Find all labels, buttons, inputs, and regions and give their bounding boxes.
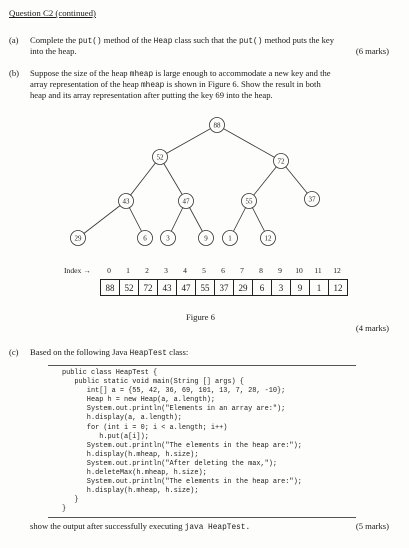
part-c-footer (30, 521, 250, 534)
part-a-code-put: put() (78, 38, 102, 46)
array-index: 2 (145, 266, 149, 275)
part-b-line1-b: is large enough to accommodate a new key and the (155, 68, 331, 78)
tree-node (274, 154, 289, 169)
tree-node-value: 47 (182, 197, 190, 206)
part-b-label: (b) (9, 68, 20, 78)
array-index: 3 (164, 266, 168, 275)
question-heading: Question C2 (continued) (9, 8, 96, 18)
part-a-label: (a) (9, 35, 19, 45)
tree-node-value: 29 (74, 234, 82, 243)
tree-node (71, 231, 86, 246)
heap-array-table (100, 279, 348, 296)
tree-node (242, 194, 257, 209)
array-index: 4 (183, 266, 187, 275)
array-index: 9 (278, 266, 282, 275)
tree-node (261, 231, 276, 246)
tree-node-value: 3 (166, 234, 170, 243)
tree-node-value: 43 (122, 197, 130, 206)
code-listing (48, 365, 356, 518)
array-cell: 9 (291, 280, 310, 296)
tree-node (305, 192, 320, 207)
tree-node-value: 88 (213, 121, 221, 130)
tree-node-value: 6 (143, 234, 147, 243)
part-a-text-1: Complete the (30, 35, 77, 45)
part-b-line2-a: array representation of the heap (30, 79, 139, 89)
tree-node (138, 231, 153, 246)
tree-node-value: 72 (277, 157, 285, 166)
part-b-line1-a: Suppose the size of the heap (30, 68, 128, 78)
tree-node (153, 150, 168, 165)
part-b-line3: heap and its array representation after putting the key 69 into the heap. (30, 90, 273, 100)
array-index: 7 (240, 266, 244, 275)
heap-array-row (101, 280, 348, 296)
tree-edge (217, 125, 281, 161)
heap-tree-nodes (71, 118, 320, 246)
tree-node-value: 52 (156, 153, 164, 162)
part-a-text-line2: into the heap. (30, 46, 77, 56)
tree-node-value: 9 (204, 234, 208, 243)
part-b-line2-b: is shown in Figure 6. Show the result in both (166, 79, 321, 89)
tree-node (179, 194, 194, 209)
array-cell: 3 (272, 280, 291, 296)
array-cell: 37 (215, 280, 234, 296)
array-cell: 6 (253, 280, 272, 296)
figure-caption: Figure 6 (186, 312, 215, 322)
array-index: 5 (202, 266, 206, 275)
tree-edge (78, 201, 126, 238)
array-index: 11 (314, 266, 322, 275)
index-label: Index → (64, 266, 91, 275)
part-b-code-mheap: mheap (129, 71, 154, 79)
part-a-code-heap: Heap (153, 38, 173, 46)
code-listing-text: public class HeapTest { public static void main(String [] args) { int[] a = {55, 42, 36, 69, 101, 13, 7, 28, -10}; Heap h = new Heap(a, a.length); System.out.println("Elements in an array are:"); h.display(a, a.length); for (int i = 0; i < a.length; i++) h.put(a[i]); System.out.println("The elements in the heap are:"); h.display(h.mheap, h.size); System.out.println("After deleting the max,"); h.deleteMax(h.mheap, h.size); System.out.println("The elements in the heap are:"); h.display(h.mheap, h.size); } } (62, 369, 302, 514)
heap-tree-diagram (0, 0, 409, 260)
tree-node (119, 194, 134, 209)
tree-edge (160, 125, 217, 157)
array-cell: 29 (234, 280, 253, 296)
part-a-code-put-2: put() (239, 38, 263, 46)
part-b-code-mheap-2: mheap (140, 82, 165, 90)
part-c-text-a: Based on the following Java (30, 347, 128, 357)
array-cell: 88 (101, 280, 120, 296)
tree-edge (126, 157, 160, 201)
part-c-footer-code: java HeapTest. (184, 524, 251, 532)
part-a-text-2: method of the (103, 35, 152, 45)
array-index: 8 (259, 266, 263, 275)
array-index: 12 (333, 266, 341, 275)
array-cell: 52 (120, 280, 139, 296)
part-a-text-3: class such that the (174, 35, 237, 45)
tree-node (210, 118, 225, 133)
array-cell: 55 (196, 280, 215, 296)
part-c-intro (30, 347, 188, 360)
part-a-marks: (6 marks) (355, 46, 389, 56)
tree-node (161, 231, 176, 246)
tree-node-value: 55 (245, 197, 253, 206)
part-b-marks: (4 marks) (355, 323, 389, 333)
heap-tree-edges (78, 125, 312, 238)
array-cell: 43 (158, 280, 177, 296)
array-cell: 12 (329, 280, 348, 296)
tree-node (223, 231, 238, 246)
part-c-label: (c) (9, 347, 19, 357)
part-a-text-4: method puts the key (264, 35, 335, 45)
array-cell: 1 (310, 280, 329, 296)
tree-node-value: 12 (264, 234, 272, 243)
part-c-footer-text: show the output after successfully executing (30, 521, 183, 531)
array-index: 1 (126, 266, 130, 275)
part-c-marks: (5 marks) (355, 521, 389, 531)
tree-node (199, 231, 214, 246)
array-cell: 47 (177, 280, 196, 296)
part-c-code-heaptest: HeapTest (129, 350, 167, 358)
array-index: 0 (107, 266, 111, 275)
part-c-text-b: class: (169, 347, 189, 357)
tree-node-value: 37 (308, 195, 316, 204)
array-index: 6 (221, 266, 225, 275)
tree-node-value: 1 (228, 234, 232, 243)
array-index: 10 (295, 266, 303, 275)
array-cell: 72 (139, 280, 158, 296)
